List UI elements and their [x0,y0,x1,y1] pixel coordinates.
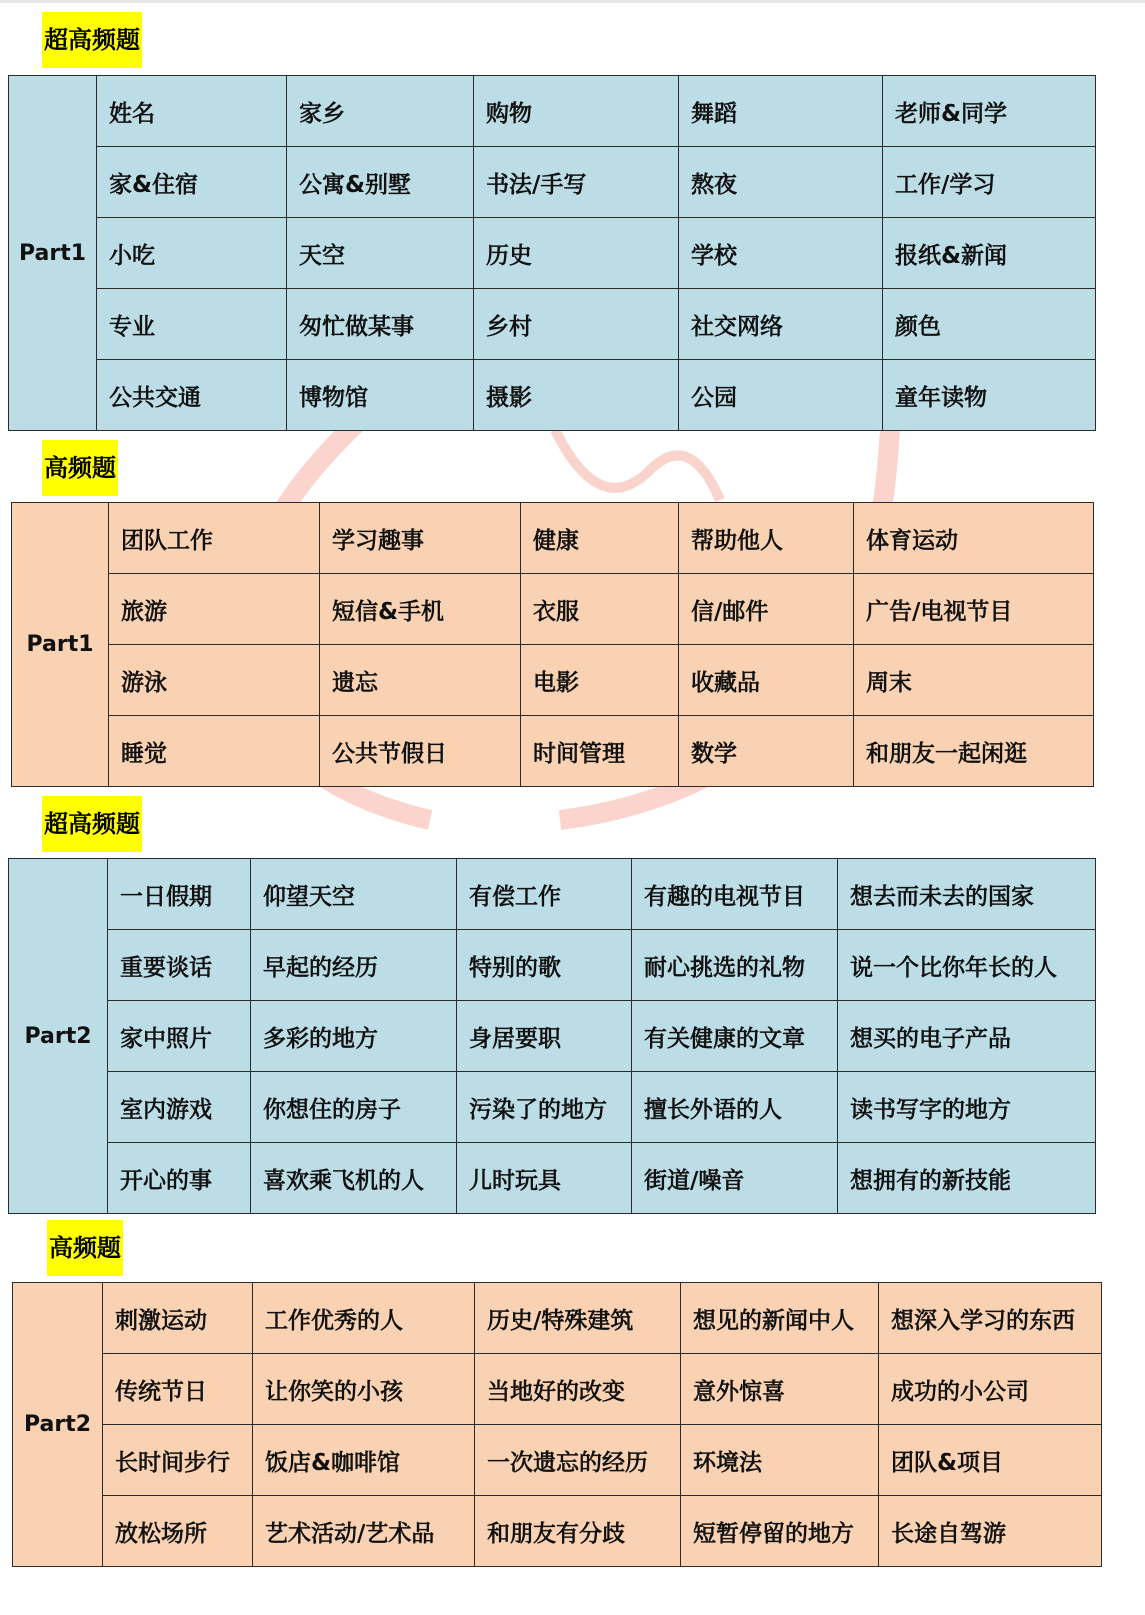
topic-cell: 收藏品 [679,645,854,716]
topic-cell: 学习趣事 [320,503,521,574]
topic-cell: 有关健康的文章 [632,1001,838,1072]
topic-cell: 有趣的电视节目 [632,859,838,930]
topic-cell: 姓名 [97,76,287,147]
topic-cell: 刺激运动 [103,1283,253,1354]
topic-cell: 家中照片 [108,1001,251,1072]
topic-cell: 早起的经历 [251,930,457,1001]
topic-cell: 工作优秀的人 [253,1283,475,1354]
topic-cell: 想买的电子产品 [838,1001,1096,1072]
topic-cell: 饭店&咖啡馆 [253,1425,475,1496]
topic-cell: 想见的新闻中人 [681,1283,879,1354]
topic-cell: 数学 [679,716,854,787]
topic-cell: 老师&同学 [883,76,1096,147]
topic-cell: 喜欢乘飞机的人 [251,1143,457,1214]
topic-table [8,858,1096,1214]
topic-table [8,75,1096,431]
topic-cell: 短暂停留的地方 [681,1496,879,1567]
topic-cell: 帮助他人 [679,503,854,574]
topic-cell: 乡村 [474,289,679,360]
topic-cell: 长途自驾游 [879,1496,1102,1567]
topic-cell: 想去而未去的国家 [838,859,1096,930]
topic-cell: 开心的事 [108,1143,251,1214]
part-label: Part2 [13,1283,103,1567]
topic-cell: 擅长外语的人 [632,1072,838,1143]
section-label: 高频题 [42,440,118,496]
topic-cell: 遗忘 [320,645,521,716]
section-label: 超高频题 [42,796,142,852]
topic-cell: 博物馆 [287,360,474,431]
topic-cell: 睡觉 [109,716,320,787]
topic-cell: 有偿工作 [457,859,632,930]
topic-cell: 污染了的地方 [457,1072,632,1143]
topic-cell: 书法/手写 [474,147,679,218]
topic-cell: 重要谈话 [108,930,251,1001]
topic-table [11,502,1094,787]
topic-cell: 读书写字的地方 [838,1072,1096,1143]
topic-cell: 想拥有的新技能 [838,1143,1096,1214]
part-label: Part1 [12,503,109,787]
top-border [0,0,1145,3]
topic-cell: 专业 [97,289,287,360]
topic-cell: 信/邮件 [679,574,854,645]
topic-cell: 身居要职 [457,1001,632,1072]
topic-cell: 艺术活动/艺术品 [253,1496,475,1567]
topic-cell: 历史 [474,218,679,289]
topic-cell: 购物 [474,76,679,147]
topic-cell: 摄影 [474,360,679,431]
topic-cell: 家&住宿 [97,147,287,218]
topic-cell: 仰望天空 [251,859,457,930]
topic-cell: 时间管理 [521,716,679,787]
topic-cell: 公寓&别墅 [287,147,474,218]
topic-cell: 舞蹈 [679,76,883,147]
topic-table [12,1282,1102,1567]
topic-cell: 公园 [679,360,883,431]
topic-cell: 一次遗忘的经历 [475,1425,681,1496]
topic-cell: 短信&手机 [320,574,521,645]
topic-cell: 周末 [854,645,1094,716]
topic-cell: 颜色 [883,289,1096,360]
topic-cell: 儿时玩具 [457,1143,632,1214]
topic-cell: 耐心挑选的礼物 [632,930,838,1001]
topic-cell: 一日假期 [108,859,251,930]
topic-cell: 家乡 [287,76,474,147]
topic-cell: 熬夜 [679,147,883,218]
topic-cell: 公共交通 [97,360,287,431]
topic-cell: 童年读物 [883,360,1096,431]
topic-cell: 体育运动 [854,503,1094,574]
topic-cell: 想深入学习的东西 [879,1283,1102,1354]
topic-cell: 室内游戏 [108,1072,251,1143]
topic-cell: 说一个比你年长的人 [838,930,1096,1001]
topic-cell: 电影 [521,645,679,716]
topic-cell: 匆忙做某事 [287,289,474,360]
topic-cell: 和朋友有分歧 [475,1496,681,1567]
topic-cell: 和朋友一起闲逛 [854,716,1094,787]
topic-cell: 环境法 [681,1425,879,1496]
section-label: 超高频题 [42,12,142,68]
topic-cell: 你想住的房子 [251,1072,457,1143]
topic-cell: 公共节假日 [320,716,521,787]
topic-cell: 让你笑的小孩 [253,1354,475,1425]
part-label: Part1 [9,76,97,431]
topic-cell: 团队&项目 [879,1425,1102,1496]
topic-cell: 学校 [679,218,883,289]
topic-cell: 旅游 [109,574,320,645]
topic-cell: 长时间步行 [103,1425,253,1496]
topic-cell: 放松场所 [103,1496,253,1567]
topic-cell: 团队工作 [109,503,320,574]
topic-cell: 历史/特殊建筑 [475,1283,681,1354]
topic-cell: 广告/电视节目 [854,574,1094,645]
topic-cell: 工作/学习 [883,147,1096,218]
topic-cell: 报纸&新闻 [883,218,1096,289]
topic-cell: 当地好的改变 [475,1354,681,1425]
topic-cell: 社交网络 [679,289,883,360]
topic-cell: 天空 [287,218,474,289]
topic-cell: 特别的歌 [457,930,632,1001]
topic-cell: 街道/噪音 [632,1143,838,1214]
part-label: Part2 [9,859,108,1214]
topic-cell: 成功的小公司 [879,1354,1102,1425]
topic-cell: 传统节日 [103,1354,253,1425]
topic-cell: 游泳 [109,645,320,716]
topic-cell: 健康 [521,503,679,574]
topic-cell: 多彩的地方 [251,1001,457,1072]
topic-cell: 衣服 [521,574,679,645]
section-label: 高频题 [47,1220,123,1276]
topic-cell: 小吃 [97,218,287,289]
topic-cell: 意外惊喜 [681,1354,879,1425]
